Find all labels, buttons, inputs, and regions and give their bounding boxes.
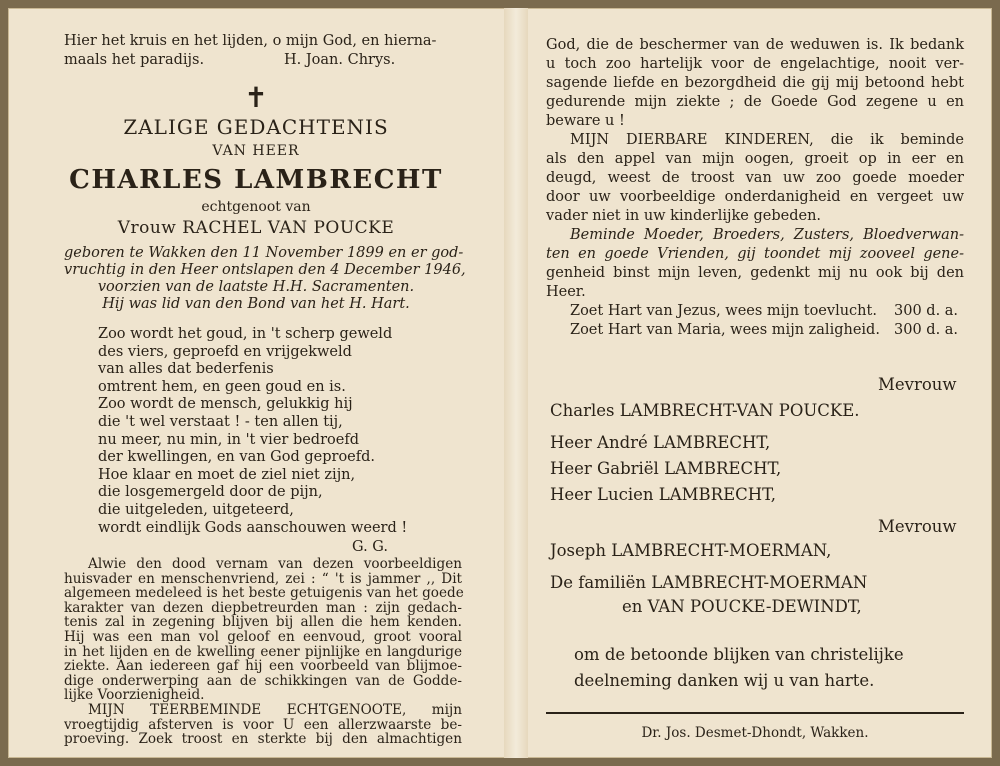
heading-zalige-gedachtenis: ZALIGE GEDACHTENIS — [123, 115, 389, 139]
poem-line: Zoo wordt de mensch, gelukkig hij — [98, 396, 353, 413]
spouse-label: echtgenoot van — [201, 199, 311, 215]
poem-line: omtrent hem, en geen goud en is. — [98, 378, 346, 395]
poem-line: wordt eindlijk Gods aanschouwen weerd ! — [98, 519, 408, 536]
prayer-1: Zoet Hart van Jezus, wees mijn toevlucht. — [570, 303, 877, 319]
body-line: Beminde Moeder, Broeders, Zusters, Bloedverwan- — [570, 227, 964, 243]
poem-line: van alles dat bederfenis — [98, 361, 274, 378]
body-line: ten en goede Vrienden, gij toondet mij zooveel gene- — [546, 246, 964, 262]
body-line: vader niet in uw kinderlijke gebeden. — [546, 208, 822, 224]
family-line-5: Joseph LAMBRECHT-MOERMAN, — [550, 541, 832, 560]
body-line: in het lijden en de kwelling eener pijnlijke en langdurige — [64, 643, 462, 660]
poem-line: Zoo wordt het goud, in 't scherp geweld — [98, 326, 393, 342]
right-page — [528, 8, 992, 758]
body-line: ziekte. Aan iedereen gaf hij een voorbeeld van blijmoe- — [64, 658, 462, 675]
poem-line: nu meer, nu min, in 't vier bedroefd — [98, 431, 359, 448]
body-line: dige onderwerping aan de schikkingen van de Godde- — [64, 672, 462, 689]
body-line: vroegtijdig afsterven is voor U een allerzwaarste be- — [64, 716, 462, 733]
left-page — [8, 8, 504, 758]
thanks-line-2: deelneming danken wij u van harte. — [574, 671, 875, 690]
bio-line-1: geboren te Wakken den 11 November 1899 en er god- — [64, 245, 464, 261]
body-line: huisvader en menschenvriend, zei : “ 't is jammer ,, Dit — [64, 570, 462, 587]
poem-line: die 't wel verstaat ! - ten allen tij, — [98, 413, 343, 430]
body-line: sagende liefde en bezorgdheid die gij mij betoond hebt — [546, 75, 964, 91]
body-line: lijke Voorzienigheid. — [64, 687, 205, 704]
bio-line-2: vruchtig in den Heer ontslapen den 4 December 1946, — [64, 262, 466, 278]
prayer-2-indulgence: 300 d. a. — [894, 322, 959, 338]
family-line-1: Charles LAMBRECHT-VAN POUCKE. — [550, 401, 860, 420]
epigraph-author: H. Joan. Chrys. — [284, 52, 396, 68]
body-line: Heer. — [546, 284, 586, 300]
memorial-card — [8, 8, 992, 758]
spouse-name: Vrouw RACHEL VAN POUCKE — [117, 218, 395, 238]
printer-credit: Dr. Jos. Desmet-Dhondt, Wakken. — [641, 725, 869, 741]
poem-line: die uitgeleden, uitgeteerd, — [98, 501, 294, 518]
family-line-2: Heer André LAMBRECHT, — [550, 433, 771, 452]
deceased-name: CHARLES LAMBRECHT — [69, 165, 443, 195]
body-line: u toch zoo hartelijk voor de engelachtige, nooit ver- — [546, 56, 964, 72]
epigraph-line-2: maals het paradijs. — [64, 52, 205, 68]
card-fold — [504, 8, 528, 758]
poem-line: die losgemergeld door de pijn, — [98, 484, 323, 501]
poem-author: G. G. — [352, 539, 388, 555]
bio-line-4: Hij was lid van den Bond van het H. Hart. — [102, 296, 410, 312]
body-line: Hij was een man vol geloof en eenvoud, groot vooral — [64, 629, 462, 645]
prayer-1-indulgence: 300 d. a. — [894, 303, 959, 319]
bio-line-3: voorzien van de laatste H.H. Sacramenten. — [97, 279, 415, 295]
body-line: Alwie den dood vernam van dezen voorbeeldigen — [88, 556, 462, 572]
poem — [98, 326, 407, 537]
poem-line: Hoe klaar en moet de ziel niet zijn, — [98, 466, 356, 483]
body-line: proeving. Zoek troost en sterkte bij den almachtigen — [64, 731, 462, 748]
heading-van-heer: VAN HEER — [212, 143, 300, 159]
body-line: gedurende mijn ziekte ; de Goede God zegene u en — [546, 94, 964, 110]
body-line: beware u ! — [546, 113, 625, 129]
body-line: algemeen medeleed is het beste getuigenis van het goede — [64, 585, 464, 602]
family-line-7: en VAN POUCKE-DEWINDT, — [622, 597, 862, 616]
mevrouw-label-2: Mevrouw — [878, 517, 957, 536]
body-line: tenis zal in zegening blijven bij allen die hem kenden. — [64, 614, 462, 631]
epigraph-line-1: Hier het kruis en het lijden, o mijn God, en hierna- — [64, 33, 437, 49]
family-line-3: Heer Gabriël LAMBRECHT, — [550, 459, 782, 478]
poem-line: der kwellingen, en van God geproefd. — [98, 449, 376, 466]
body-line: als den appel van mijn oogen, groeit op in eer en — [546, 151, 964, 167]
body-line: God, die de beschermer van de weduwen is. Ik bedank — [546, 37, 964, 53]
prayer-2: Zoet Hart van Maria, wees mijn zaligheid. — [570, 322, 880, 338]
body-line: genheid binst mijn leven, gedenkt mij nu ook bij den — [546, 265, 964, 281]
body-line: MIJN TEERBEMINDE ECHTGENOOTE, mijn — [88, 702, 462, 718]
poem-line: des viers, geproefd en vrijgekweld — [98, 343, 352, 360]
body-line: MIJN DIERBARE KINDEREN, die ik beminde — [570, 132, 964, 148]
divider-rule — [546, 712, 964, 714]
cross-icon: ✝ — [244, 81, 268, 114]
body-line: door uw voorbeeldige onderdanigheid en vergeet uw — [546, 189, 964, 205]
mevrouw-label-1: Mevrouw — [878, 375, 957, 394]
thanks-line-1: om de betoonde blijken van christelijke — [574, 645, 904, 664]
family-line-4: Heer Lucien LAMBRECHT, — [550, 485, 776, 504]
family-line-6: De familiën LAMBRECHT-MOERMAN — [550, 573, 868, 592]
body-line: deugd, weest de troost van uw zoo goede moeder — [546, 170, 964, 186]
body-line: karakter van dezen diepbetreurden man : zijn gedach- — [64, 599, 462, 616]
